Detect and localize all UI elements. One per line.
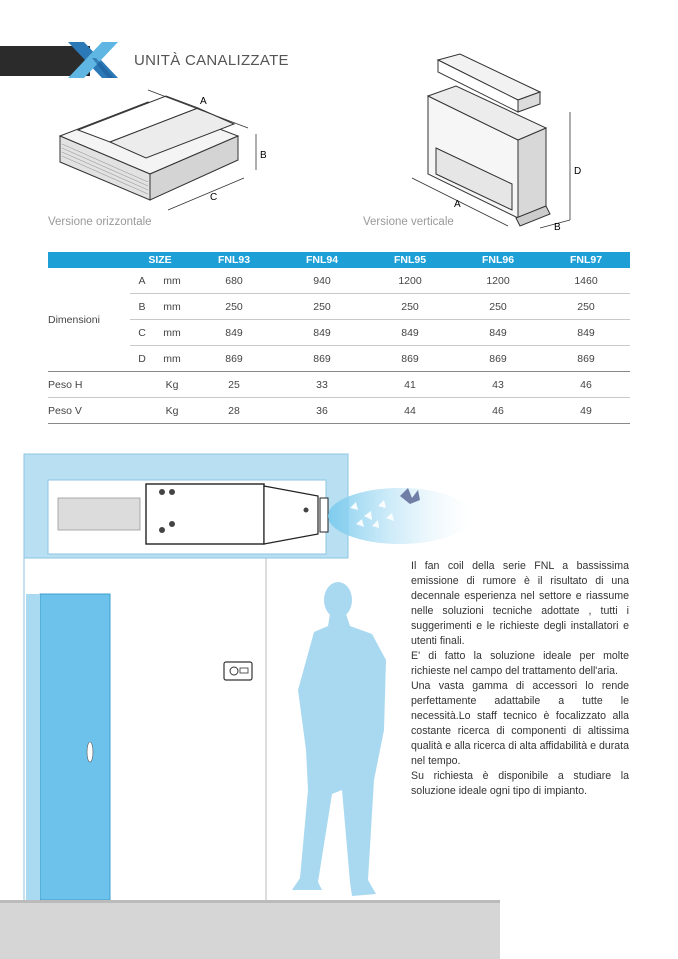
value-cell: 33 xyxy=(278,372,366,398)
row-label: Peso H xyxy=(48,372,130,398)
unit-cell: mm xyxy=(154,320,190,346)
dim-label-b-vertical: B xyxy=(554,222,561,232)
value-cell: 869 xyxy=(278,346,366,372)
value-cell: 44 xyxy=(366,398,454,424)
value-cell: 250 xyxy=(454,294,542,320)
value-cell: 849 xyxy=(366,320,454,346)
description-paragraph: E' di fatto la soluzione ideale per molte richieste nel campo del trattamento dell'aria. xyxy=(411,650,629,677)
value-cell: 849 xyxy=(454,320,542,346)
caption-vertical: Versione verticale xyxy=(363,216,454,228)
dim-cell: C xyxy=(130,320,154,346)
value-cell: 25 xyxy=(190,372,278,398)
unit-cell: mm xyxy=(154,346,190,372)
value-cell: 36 xyxy=(278,398,366,424)
value-cell: 43 xyxy=(454,372,542,398)
value-cell: 28 xyxy=(190,398,278,424)
size-header: SIZE xyxy=(130,252,190,268)
value-cell: 250 xyxy=(278,294,366,320)
dim-label-a: A xyxy=(200,96,207,107)
table-row xyxy=(48,372,630,398)
value-cell: 49 xyxy=(542,398,630,424)
page-title: UNITÀ CANALIZZATE xyxy=(134,52,289,69)
x-logo-icon xyxy=(62,38,126,82)
caption-horizontal: Versione orizzontale xyxy=(48,216,152,228)
dim-label-c: C xyxy=(210,192,218,203)
person-silhouette xyxy=(292,582,386,896)
dim-cell: B xyxy=(130,294,154,320)
model-header: FNL94 xyxy=(278,252,366,268)
value-cell: 1200 xyxy=(366,268,454,294)
value-cell: 41 xyxy=(366,372,454,398)
value-cell: 849 xyxy=(190,320,278,346)
unit-cell: mm xyxy=(154,268,190,294)
table-row xyxy=(48,346,630,372)
model-header: FNL97 xyxy=(542,252,630,268)
dim-cell: A xyxy=(130,268,154,294)
unit-cell: Kg xyxy=(154,398,190,424)
value-cell: 250 xyxy=(366,294,454,320)
value-cell: 869 xyxy=(542,346,630,372)
table-row xyxy=(48,320,630,346)
air-intake-grille xyxy=(58,498,140,530)
value-cell: 869 xyxy=(366,346,454,372)
row-label: Peso V xyxy=(48,398,130,424)
table-row xyxy=(48,398,630,424)
model-header: FNL96 xyxy=(454,252,542,268)
value-cell: 849 xyxy=(542,320,630,346)
description-text xyxy=(411,559,629,799)
horizontal-unit-drawing xyxy=(48,78,288,218)
table-row xyxy=(48,268,630,294)
dim-label-d: D xyxy=(574,166,582,177)
dim-label-b: B xyxy=(260,150,267,161)
value-cell: 869 xyxy=(454,346,542,372)
value-cell: 1460 xyxy=(542,268,630,294)
specs-table xyxy=(48,252,630,424)
group-label: Dimensioni xyxy=(48,268,130,372)
vertical-unit-drawing xyxy=(400,52,590,232)
description-paragraph: Su richiesta è disponibile a studiare la soluzione ideale ogni tipo di impianto. xyxy=(411,770,629,797)
value-cell: 250 xyxy=(190,294,278,320)
airflow-cloud xyxy=(328,488,472,544)
description-paragraph: Una vasta gamma di accessori lo rende perfettamente adattabile a tutte le necessità.Lo staff tecnico è focalizzato alla costante ricerca di componenti di altissima qualità e alla ricerca di alta affidabilità e durata nel tempo. xyxy=(411,680,629,767)
model-header: FNL93 xyxy=(190,252,278,268)
dim-label-a-vertical: A xyxy=(454,199,461,210)
value-cell: 46 xyxy=(542,372,630,398)
dim-cell: D xyxy=(130,346,154,372)
value-cell: 940 xyxy=(278,268,366,294)
value-cell: 849 xyxy=(278,320,366,346)
table-row xyxy=(48,294,630,320)
value-cell: 1200 xyxy=(454,268,542,294)
description-paragraph: Il fan coil della serie FNL a bassissima emissione di rumore è il risultato di una decennale esperienza nel settore e riassume nelle soluzioni tecniche adottate , tutti i suggerimenti e le richieste degli installatori e utenti finali. xyxy=(411,560,629,647)
unit-cell: mm xyxy=(154,294,190,320)
door-handle xyxy=(87,742,93,762)
table-header-row xyxy=(48,252,630,268)
value-cell: 869 xyxy=(190,346,278,372)
model-header: FNL95 xyxy=(366,252,454,268)
door xyxy=(40,594,110,900)
unit-cell: Kg xyxy=(154,372,190,398)
value-cell: 680 xyxy=(190,268,278,294)
value-cell: 46 xyxy=(454,398,542,424)
value-cell: 250 xyxy=(542,294,630,320)
